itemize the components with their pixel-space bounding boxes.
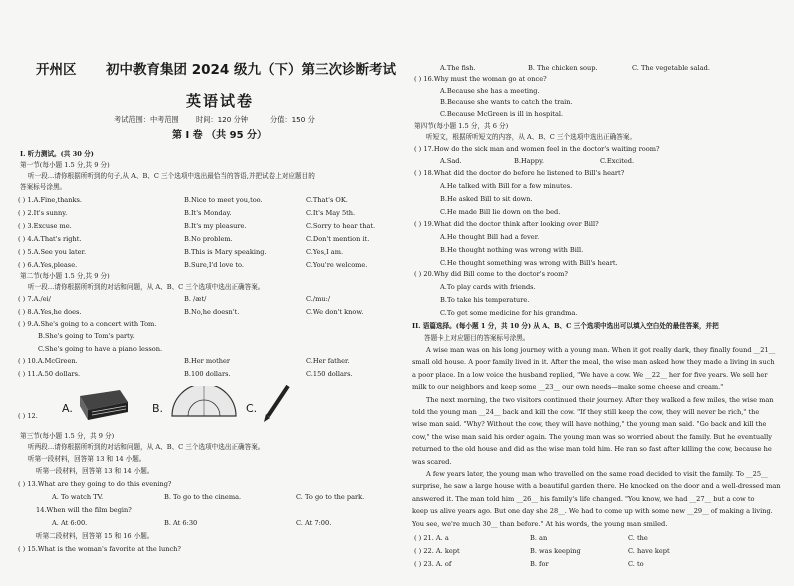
q23-option-a: ( ) 23. A. of (414, 560, 452, 568)
q2-option-c: C.It's May 5th. (306, 209, 356, 217)
q15: ( ) 15.What is the woman's favorite at the lunch? (18, 545, 181, 553)
q4-option-c: C.Don't mention it. (306, 235, 370, 243)
q13-b: B. To go to the cinema. (164, 493, 242, 501)
part2-instruction: 答题卡上对应题目的答案标号涂黑。 (424, 334, 530, 342)
q22-option-b: B. was keeping (530, 547, 581, 555)
sec2-heading: 第二节(每小题 1.5 分,共 9 分) (20, 272, 110, 280)
pencil-image (262, 382, 292, 422)
q1-option-b: B.Nice to meet you,too. (184, 196, 263, 204)
q15-a: A.The fish. (440, 64, 476, 72)
q18-c: C.He made Bill lie down on the bed. (440, 208, 561, 216)
exam-title: 初中教育集团 2024 级九（下）第三次诊断考试 (106, 62, 396, 78)
q11-b: B.100 dollars. (184, 370, 231, 378)
q22-option-a: ( ) 22. A. kept (414, 547, 460, 555)
q7-a: ( ) 7.A./ei/ (18, 295, 51, 303)
q5-option-b: B.This is Mary speaking. (184, 248, 267, 256)
q9-c: C.She's going to have a piano lesson. (38, 345, 163, 353)
q6-option-a: ( ) 6.A.Yes,please. (18, 261, 78, 269)
exam-time: 时间：120 分钟 (196, 115, 248, 124)
q14-b: B. At 6:30 (164, 519, 198, 527)
passage-line: told the young man __24__ back and kill the cow. "If they still keep the cow, they will never be rich," the (412, 408, 760, 416)
passage-line: surprise, he saw a large house with a beautiful garden there. He knocked on the door and a well-dressed man (412, 482, 781, 491)
q19-b: B.He thought nothing was wrong with Bill. (440, 246, 584, 254)
q22-option-c: C. have kept (628, 547, 670, 555)
q15-c: C. The vegetable salad. (632, 64, 710, 72)
passage-line: wise man said. "Why? Without the cow, they will have nothing," the young man said. "Go back and kill the (412, 420, 767, 429)
right-column (410, 0, 788, 586)
q13-c: C. To go to the park. (296, 493, 365, 501)
q18: ( ) 18.What did the doctor do before he listened to Bill's heart? (414, 169, 625, 177)
q20-c: C.To get some medicine for his grandma. (440, 309, 578, 317)
q1-option-c: C.That's OK. (306, 196, 348, 204)
sec1-heading: 第一节(每小题 1.5 分,共 9 分) (20, 161, 110, 169)
sec3-instruction: 听两段…请你根据所听到的对话和问题，从 A、B、C 三个选项中选出正确答案。 (28, 443, 265, 451)
protractor-image (164, 386, 244, 420)
convo1-label-2: 听第一段材料，回答第 13 和 14 小题。 (36, 467, 154, 475)
q12-option-b: B. (152, 402, 164, 415)
q10-b: B.Her mother (184, 357, 231, 365)
part1-heading: I. 听力测试。(共 30 分) (20, 150, 94, 158)
sec2-instruction: 听一段…请你根据所听到的对话和问题，从 A、B、C 三个选项中选出正确答案。 (28, 283, 265, 291)
sec4-instruction: 听短文，根据所听短文的内容，从 A、B、C 三个选项中选出正确答案。 (426, 133, 637, 141)
q20-a: A.To play cards with friends. (440, 283, 536, 291)
q17-a: A.Sad. (440, 157, 462, 165)
q18-b: B.He asked Bill to sit down. (440, 195, 533, 203)
q6-option-c: C.You're welcome. (306, 261, 368, 269)
q13: ( ) 13.What are they going to do this evening? (18, 480, 172, 488)
q8-b: B.No,he doesn't. (184, 308, 240, 316)
passage-line: answered it. The man told him __26__ his family's life changed. "You know, we had __27__ but a cow to (412, 494, 755, 503)
sec4-heading: 第四节(每小题 1.5 分，共 6 分) (414, 122, 509, 130)
passage-line: keep us alive years ago. But one day she 28__. We had to come up with some new __29__ of making a living. (412, 507, 773, 516)
passage-line: small old house. A poor family lived in it. After the meal, the wise man asked how they made a living in such (412, 358, 775, 367)
q11-c: C.150 dollars. (306, 370, 353, 378)
q9-b: B.She's going to Tom's party. (38, 332, 135, 340)
full-score: 分值：150 分 (270, 115, 315, 124)
q17-c: C.Excited. (600, 157, 635, 165)
q14-a: A. At 6:00. (52, 519, 88, 527)
q16-c: C.Because McGreen is ill in hospital. (440, 110, 564, 118)
q19-a: A.He thought Bill had a fever. (440, 233, 540, 241)
q12-label: ( ) 12. (18, 412, 38, 420)
q8-c: C.We don't know. (306, 308, 364, 316)
q3-option-c: C.Sorry to hear that. (306, 222, 376, 230)
left-column (14, 0, 406, 586)
q19-c: C.He thought something was wrong with Bill's heart. (440, 259, 618, 267)
passage-line: You see, we're much 30__ than before." At his words, the young man smiled. (412, 519, 668, 528)
q10-c: C.Her father. (306, 357, 350, 365)
q4-option-b: B.No problem. (184, 235, 233, 243)
q5-option-a: ( ) 5.A.See you later. (18, 248, 87, 256)
q21-option-c: C. the (628, 534, 648, 542)
q17: ( ) 17.How do the sick man and women feel in the doctor's waiting room? (414, 145, 660, 153)
q16: ( ) 16.Why must the woman go at once? (414, 75, 547, 83)
q23-option-c: C. to (628, 560, 644, 568)
q14: 14.When will the film begin? (36, 506, 132, 514)
q7-c: C./mu:/ (306, 295, 331, 303)
subject-title: 英语试卷 (186, 92, 255, 110)
passage-line: cow," the wise man said his order again. The young man was so worried about the family. But he eventually (412, 432, 772, 441)
passage-line: A wise man was on his long journey with a young man. When it got really dark, they finally found __21__ (426, 346, 776, 354)
q15-b: B. The chicken soup. (528, 64, 598, 72)
sec3-heading: 第三节(每小题 1.5 分，共 9 分) (20, 432, 115, 440)
passage-line: returned to the old house and did as the wise man told him. He ran so fast after killing the cow, because he (412, 445, 772, 454)
passage-line: milk to our neighbors and keep some __23__ our own needs—make some cheese and cream." (412, 383, 724, 392)
q16-b: B.Because she wants to catch the train. (440, 98, 573, 106)
q20: ( ) 20.Why did Bill come to the doctor's room? (414, 270, 568, 278)
q21-option-b: B. an (530, 534, 548, 542)
q3-option-a: ( ) 3.Excuse me. (18, 222, 72, 230)
q4-option-a: ( ) 4.A.That's right. (18, 235, 82, 243)
q10-a: ( ) 10.A.McGreen. (18, 357, 78, 365)
part2-heading: II. 语篇选择。(每小题 1 分，共 10 分) 从 A、B、C 三个选项中选出可以填入空白处的最佳答案，并把 (412, 322, 719, 330)
convo2-label: 听第二段材料，回答第 15 和 16 小题。 (36, 532, 154, 540)
sec1-instruction: 听一段…请你根据所听到的句子,从 A、B、C 三个选项中选出最恰当的答语,并把试卷上对应题目的 (28, 172, 315, 180)
q11-a: ( ) 11.A.50 dollars. (18, 370, 81, 378)
sec1-instruction-2: 答案标号涂黑。 (20, 183, 67, 191)
q14-c: C. At 7:00. (296, 519, 332, 527)
q5-option-c: C.Yes,I am. (306, 248, 344, 256)
q21-option-a: ( ) 21. A. a (414, 534, 449, 542)
exam-range: 考试范围：中考范围 (114, 115, 179, 124)
q13-a: A. To watch TV. (52, 493, 104, 501)
passage-line: The next morning, the two visitors continued their journey. After they walked a few miles, the wise man (426, 395, 774, 404)
book-image (42, 386, 132, 422)
convo1-label: 听第一段材料，回答第 13 和 14 小题。 (28, 455, 146, 463)
q17-b: B.Happy. (514, 157, 545, 165)
q9-a: ( ) 9.A.She's going to a concert with Tom. (18, 320, 157, 328)
q2-option-a: ( ) 2.It's sunny. (18, 209, 68, 217)
q20-b: B.To take his temperature. (440, 296, 530, 304)
q8-a: ( ) 8.A.Yes,he does. (18, 308, 82, 316)
q7-b: B. /æt/ (184, 295, 207, 303)
district-label: 开州区 (36, 62, 77, 78)
passage-line: was scared. (412, 457, 452, 466)
q12-option-a: A. (62, 402, 73, 415)
passage-line: a poor place. In a low voice the husband replied, "We have a cow. We __22__ her for five years. We sell her (412, 370, 768, 379)
q23-option-b: B. for (530, 560, 549, 568)
q19: ( ) 19.What did the doctor think after looking over Bill? (414, 220, 599, 228)
volume-label: 第 I 卷 （共 95 分） (172, 130, 268, 141)
q2-option-b: B.It's Monday. (184, 209, 232, 217)
q16-a: A.Because she has a meeting. (440, 87, 540, 95)
q18-a: A.He talked with Bill for a few minutes. (440, 182, 573, 190)
q1-option-a: ( ) 1.A.Fine,thanks. (18, 196, 82, 204)
q6-option-b: B.Sure,I'd love to. (184, 261, 244, 269)
passage-line: A few years later, the young man who travelled on the same road decided to visit the family. To __25__ (426, 470, 768, 478)
q3-option-b: B.It's my pleasure. (184, 222, 247, 230)
q12-option-c: C. (246, 402, 258, 415)
